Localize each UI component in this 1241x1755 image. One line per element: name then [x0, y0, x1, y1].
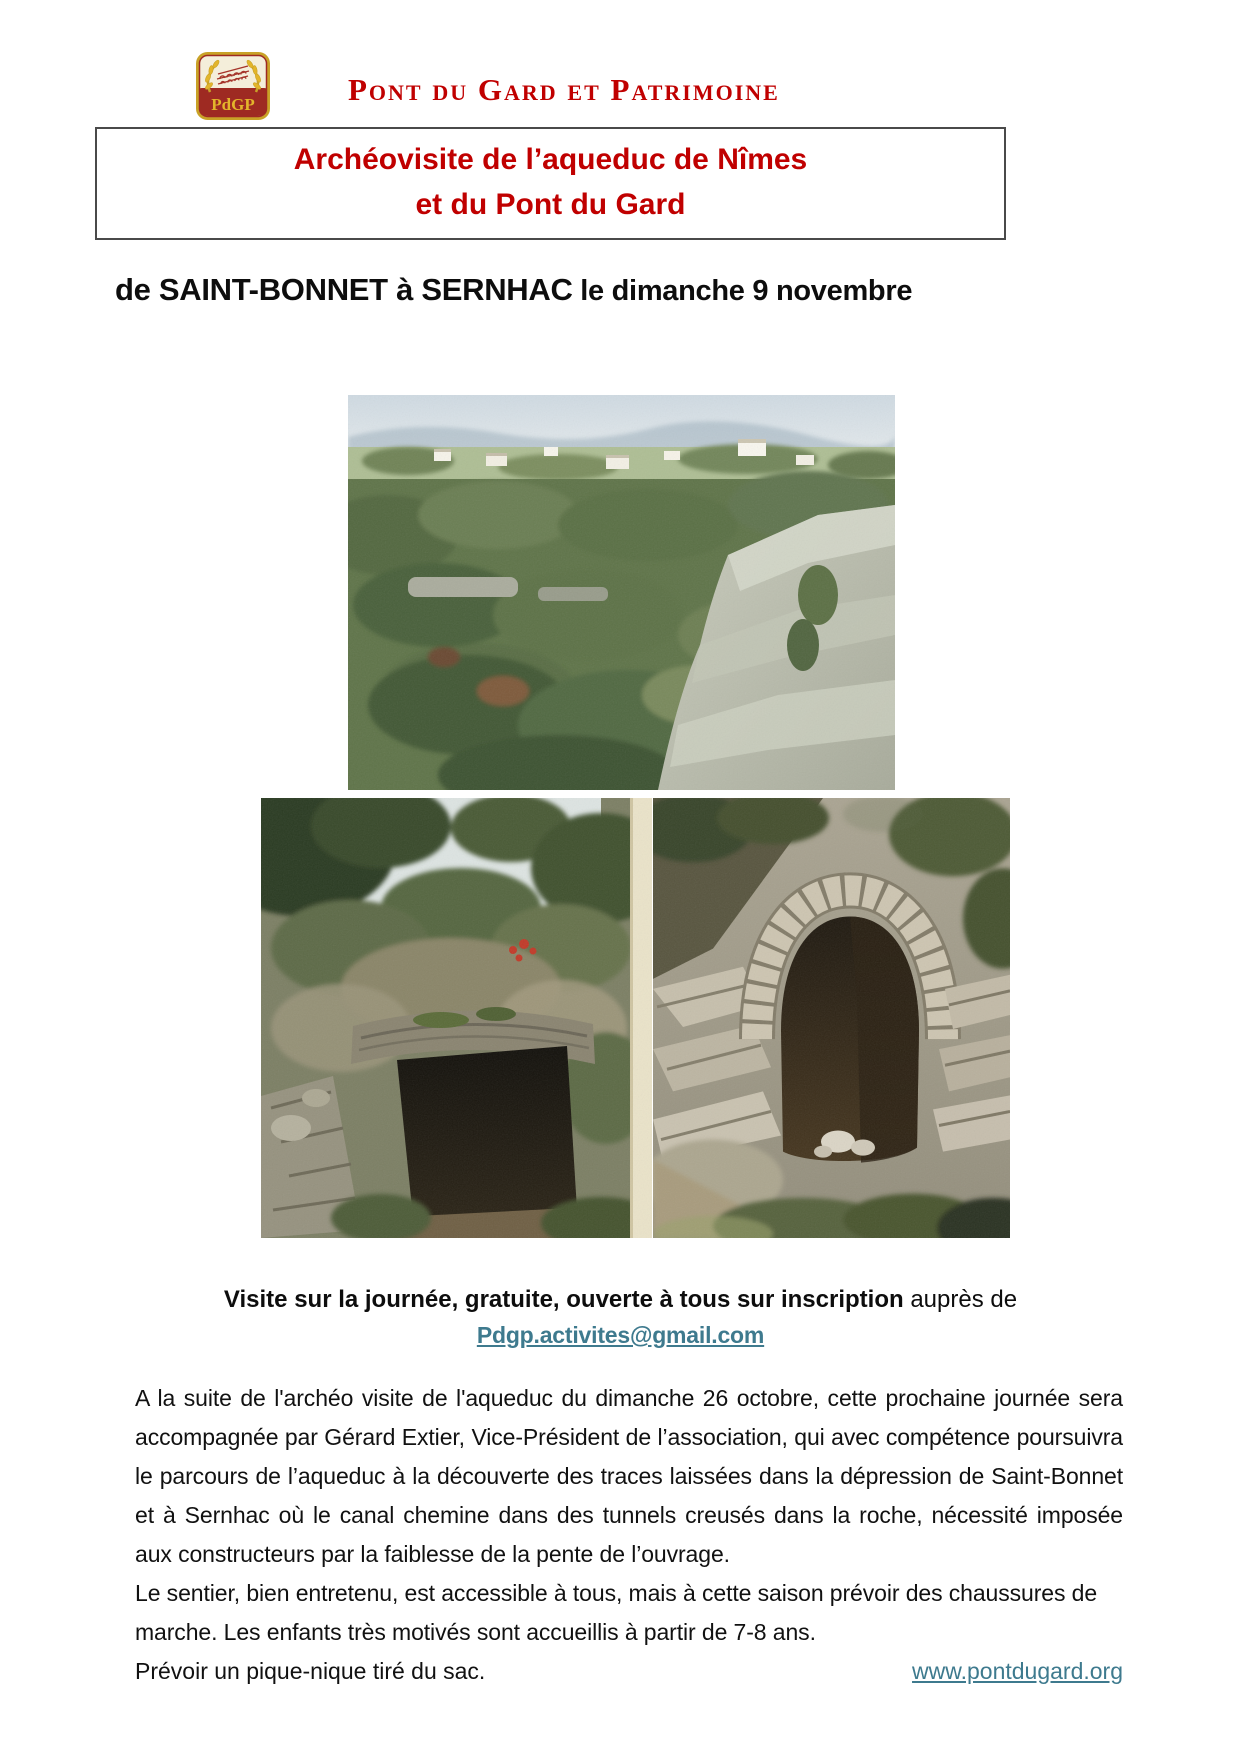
- picnic-note: Prévoir un pique-nique tiré du sac.: [135, 1658, 486, 1684]
- photo-tunnel-entrance: [261, 798, 652, 1238]
- arched-tunnel-image: [653, 798, 1010, 1238]
- banner-box: [95, 127, 1006, 240]
- website-link[interactable]: www.pontdugard.org: [912, 1658, 1123, 1684]
- org-title: Pont du Gard et Patrimoine: [348, 72, 780, 107]
- subtitle-date: le dimanche 9 novembre: [572, 275, 913, 307]
- tunnel-entrance-image: [261, 798, 652, 1238]
- subtitle-route: de SAINT-BONNET à SERNHAC: [115, 272, 573, 307]
- paragraph-intro: A la suite de l'archéo visite de l'aqueduc du dimanche 26 octobre, cette prochaine journée sera accompagnée par Gérard Extier, Vice-Président de l’association, qui avec compétence poursuivra le parcours de l’aqueduc à la découverte des traces laissées dans la dépression de Saint-Bonnet et à Sernhac où le canal chemine dans des tunnels creusés dans la roche, nécessité imposée aux constructeurs par la faiblesse de la pente de l’ouvrage.: [135, 1385, 1123, 1567]
- inscription-bold: Visite sur la journée, gratuite, ouverte à tous sur inscription: [223, 1286, 904, 1313]
- garrigue-landscape-image: [348, 395, 895, 790]
- email-row: [0, 1322, 1241, 1349]
- event-subtitle: [115, 272, 1125, 308]
- pdgp-logo-icon: [196, 52, 270, 120]
- banner-line1: Archéovisite de l’aqueduc de Nîmes: [293, 143, 808, 176]
- pdgp-logo: [196, 52, 270, 120]
- photo-garrigue-landscape: [348, 395, 895, 790]
- logo-text: PdGP: [211, 95, 255, 114]
- bottom-row: [135, 1652, 1123, 1691]
- banner-line2: et du Pont du Gard: [415, 188, 686, 221]
- email-link[interactable]: Pdgp.activites@gmail.com: [476, 1322, 765, 1348]
- photo-arched-tunnel: [653, 798, 1010, 1238]
- paragraph-practical: Le sentier, bien entretenu, est accessible à tous, mais à cette saison prévoir des chaussures de marche. Les enfants très motivés sont accueillis à partir de 7-8 ans.: [135, 1580, 1098, 1645]
- inscription-line: [0, 1286, 1241, 1314]
- inscription-plain: auprès de: [903, 1286, 1018, 1313]
